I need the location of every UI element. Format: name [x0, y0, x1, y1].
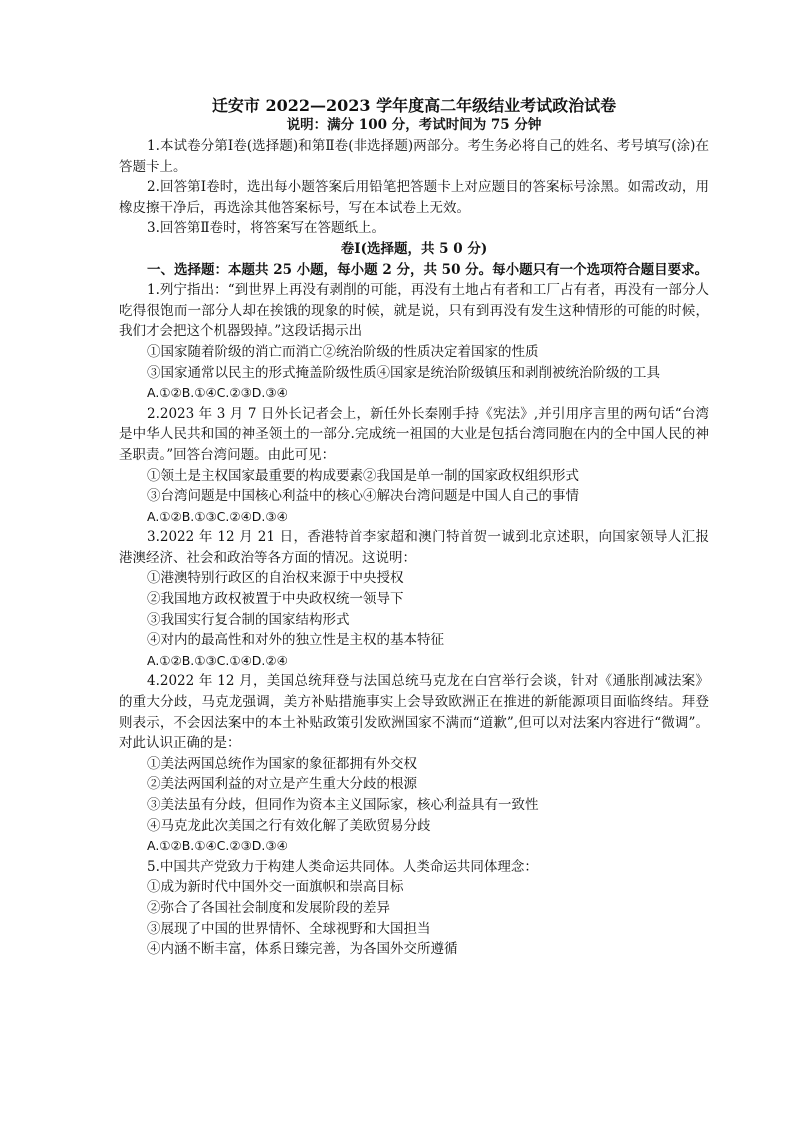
- question-4-stem: 4.2022 年 12 月，美国总统拜登与法国总统马克龙在白宫举行会谈，针对《通胀削减法案》的重大分歧，马克龙强调，美方补贴措施事实上会导致欧洲正在推进的新能源项目面临终结。拜登则表示，不会因法案中的本土补贴政策引发欧洲国家不满而“道歉”,但可以对法案内容进行“微调”。对此认识正确的是：: [119, 673, 709, 752]
- question-2-option: ③台湾问题是中国核心利益中的核心④解决台湾问题是中国人自己的事情: [147, 488, 579, 505]
- section-title: 卷Ⅰ(选择题，共 5 0 分): [340, 240, 488, 257]
- exam-page: [119, 96, 709, 960]
- question-2-stem: 2.2023 年 3 月 7 日外长记者会上，新任外长秦刚手持《宪法》,并引用序言里的两句话“台湾是中华人民共和国的神圣领土的一部分.完成统一祖国的大业是包括台湾同胞在内的全中国人民的神圣职责。”回答台湾问题。由此可见：: [119, 405, 709, 463]
- question-4-option: ③美法虽有分歧，但同作为资本主义国际家，核心利益具有一致性: [147, 797, 539, 813]
- instruction-1: 1.本试卷分第Ⅰ卷(选择题)和第Ⅱ卷(非选择题)两部分。考生务必将自己的姓名、考号填写(涂)在答题卡上。: [119, 138, 709, 175]
- question-1-answers: A.①②B.①④C.②③D.③④: [147, 385, 288, 401]
- question-4-answers: A.①②B.①④C.②③D.③④: [147, 838, 288, 854]
- exam-title: 迁安市 2022—2023 学年度高二年级结业考试政治试卷: [211, 96, 617, 115]
- question-4-option: ①美法两国总统作为国家的象征都拥有外交权: [147, 755, 417, 772]
- question-1-stem: 1.列宁指出：“到世界上再没有剥削的可能，再没有土地占有者和工厂占有者，再没有一部分人吃得很饱而一部分人却在挨饿的现象的时候，就是说，只有到再没有发生这种情形的可能的时候，我们才会把这个机器毁掉。”这段话揭示出: [119, 282, 709, 340]
- question-5-option: ①成为新时代中国外交一面旗帜和崇高目标: [147, 879, 404, 896]
- question-4-option: ④马克龙此次美国之行有效化解了美欧贸易分歧: [147, 817, 431, 834]
- question-1-option: ①国家随着阶级的消亡而消亡②统治阶级的性质决定着国家的性质: [147, 343, 539, 360]
- question-3-option: ④对内的最高性和对外的独立性是主权的基本特征: [147, 632, 444, 649]
- question-1-option: ③国家通常以民主的形式掩盖阶级性质④国家是统治阶级镇压和剥削被统治阶级的工具: [147, 364, 660, 381]
- exam-subtitle: 说明：满分 100 分，考试时间为 75 分钟: [286, 117, 542, 133]
- question-5-option: ②弥合了各国社会制度和发展阶段的差异: [147, 899, 390, 916]
- question-5-option: ④内涵不断丰富，体系日臻完善，为各国外交所遵循: [147, 941, 458, 958]
- instruction-2: 2.回答第Ⅰ卷时，选出每小题答案后用铅笔把答题卡上对应题目的答案标号涂黑。如需改动，用橡皮擦干净后，再选涂其他答案标号，写在本试卷上无效。: [119, 179, 709, 216]
- instruction-3: 3.回答第Ⅱ卷时，将答案写在答题纸上。: [147, 220, 386, 237]
- question-3-answers: A.①②B.①③C.①④D.②④: [147, 652, 288, 668]
- question-3-option: ①港澳特别行政区的自治权来源于中央授权: [147, 570, 404, 587]
- question-3-stem: 3.2022 年 12 月 21 日，香港特首李家超和澳门特首贺一诚到北京述职，向国家领导人汇报港澳经济、社会和政治等各方面的情况。这说明：: [119, 529, 709, 566]
- question-3-option: ③我国实行复合制的国家结构形式: [147, 611, 350, 628]
- question-5-stem: 5.中国共产党致力于构建人类命运共同体。人类命运共同体理念：: [147, 858, 538, 875]
- question-3-option: ②我国地方政权被置于中央政权统一领导下: [147, 591, 404, 608]
- section-intro: 一、选择题：本题共 25 小题，每小题 2 分，共 50 分。每小题只有一个选项符合题目要求。: [147, 261, 709, 278]
- question-2-answers: A.①②B.①③C.②④D.③④: [147, 508, 288, 524]
- question-4-option: ②美法两国利益的对立是产生重大分歧的根源: [147, 776, 417, 793]
- question-2-option: ①领土是主权国家最重要的构成要素②我国是单一制的国家政权组织形式: [147, 467, 579, 484]
- question-5-option: ③展现了中国的世界情怀、全球视野和大国担当: [147, 920, 431, 937]
